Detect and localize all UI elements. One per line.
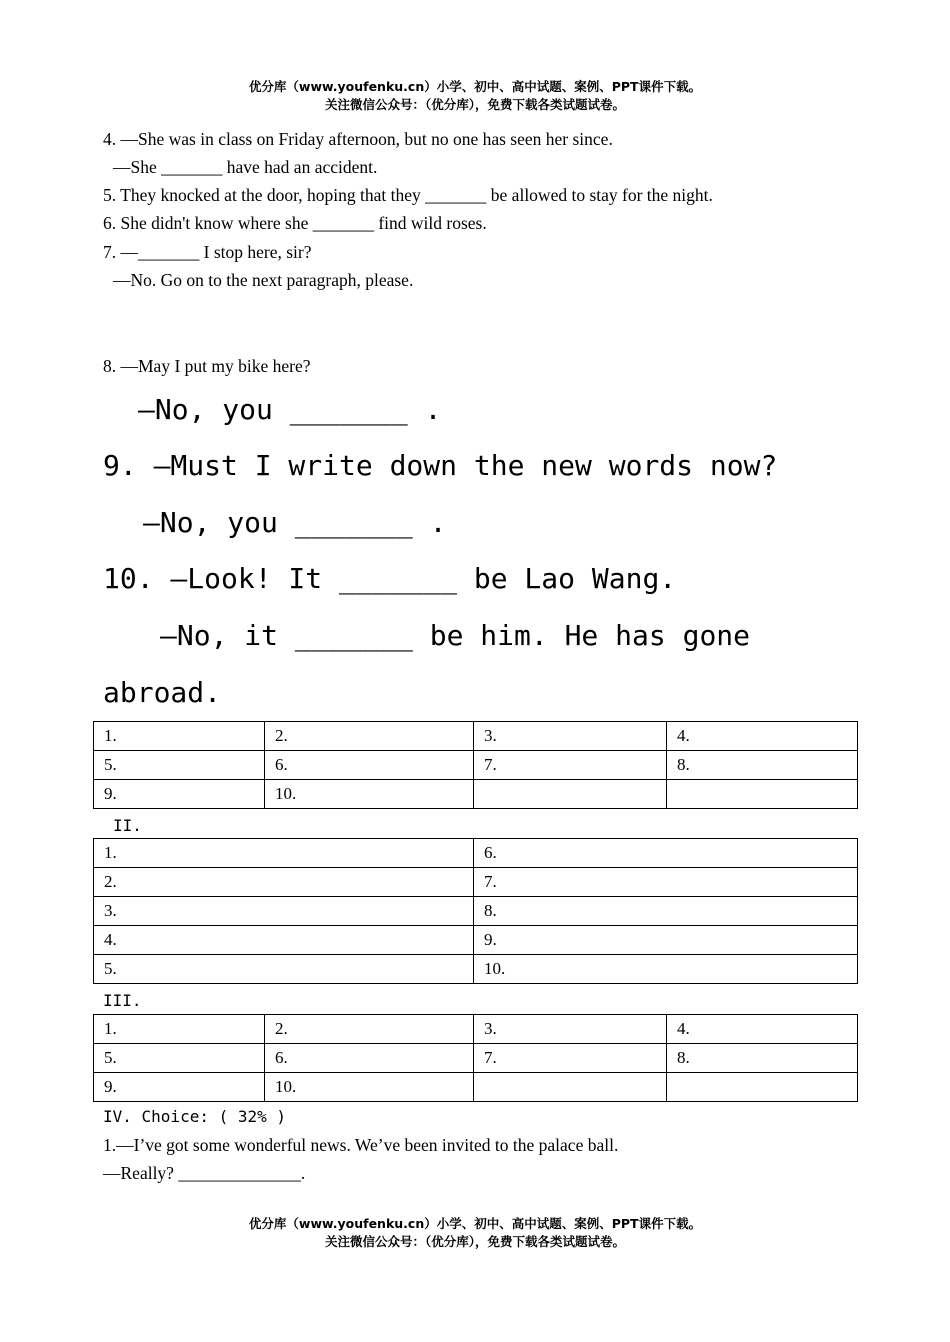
table-cell: 9.	[474, 926, 858, 955]
question-10-response-end: abroad.	[103, 676, 222, 709]
table-cell: 4.	[667, 722, 858, 751]
table-cell: 5.	[94, 955, 474, 984]
table-cell	[474, 780, 667, 809]
table-cell: 6.	[265, 751, 474, 780]
table-cell: 10.	[474, 955, 858, 984]
table-cell	[667, 780, 858, 809]
question-4-prompt: 4. —She was in class on Friday afternoon, but no one has seen her since.	[103, 129, 613, 149]
table-cell: 8.	[667, 1044, 858, 1073]
question-7-response: —No. Go on to the next paragraph, please.	[113, 270, 414, 290]
answer-table-2	[93, 838, 858, 984]
page-header	[0, 78, 950, 114]
question-9-response: —No, you _______ .	[143, 506, 447, 539]
table-row	[94, 897, 858, 926]
table-row	[94, 1015, 858, 1044]
table-cell: 1.	[94, 839, 474, 868]
table-cell: 4.	[94, 926, 474, 955]
table-cell: 2.	[94, 868, 474, 897]
table-row	[94, 751, 858, 780]
table-cell: 9.	[94, 780, 265, 809]
table-cell: 5.	[94, 1044, 265, 1073]
table-cell: 3.	[474, 1015, 667, 1044]
table-row	[94, 926, 858, 955]
question-6: 6. She didn't know where she _______ find wild roses.	[103, 213, 487, 233]
choice-question-1-response: —Really? ______________.	[103, 1163, 306, 1183]
question-9-prompt: 9. —Must I write down the new words now?	[103, 449, 778, 482]
table-cell: 2.	[265, 1015, 474, 1044]
table-cell: 7.	[474, 1044, 667, 1073]
table-cell	[667, 1073, 858, 1102]
table-cell	[474, 1073, 667, 1102]
table-row	[94, 1044, 858, 1073]
table-cell: 5.	[94, 751, 265, 780]
section-4-label: IV. Choice: ( 32% )	[103, 1107, 287, 1126]
table-cell: 6.	[474, 839, 858, 868]
table-cell: 8.	[667, 751, 858, 780]
table-cell: 7.	[474, 751, 667, 780]
table-cell: 6.	[265, 1044, 474, 1073]
choice-question-1-prompt: 1.—I’ve got some wonderful news. We’ve been invited to the palace ball.	[103, 1135, 619, 1155]
question-8-response: —No, you _______ .	[138, 393, 442, 426]
table-row	[94, 868, 858, 897]
question-10-response: —No, it _______ be him. He has gone	[160, 619, 751, 652]
table-cell: 10.	[265, 1073, 474, 1102]
table-row	[94, 780, 858, 809]
table-row	[94, 839, 858, 868]
table-cell: 8.	[474, 897, 858, 926]
section-3-label: III.	[103, 991, 142, 1010]
table-row	[94, 955, 858, 984]
question-8-prompt: 8. —May I put my bike here?	[103, 356, 311, 376]
page-footer	[0, 1215, 950, 1251]
table-row	[94, 722, 858, 751]
table-cell: 2.	[265, 722, 474, 751]
section-2-label: II.	[113, 816, 142, 835]
question-7-prompt: 7. —_______ I stop here, sir?	[103, 242, 312, 262]
question-10-prompt: 10. —Look! It _______ be Lao Wang.	[103, 562, 677, 595]
header-line-1: 优分库（www.youfenku.cn）小学、初中、高中试题、案例、PPT课件下载。	[248, 79, 702, 94]
table-row	[94, 1073, 858, 1102]
question-5: 5. They knocked at the door, hoping that they _______ be allowed to stay for the night.	[103, 185, 713, 205]
table-cell: 7.	[474, 868, 858, 897]
answer-table-3	[93, 1014, 858, 1102]
table-cell: 10.	[265, 780, 474, 809]
table-cell: 3.	[94, 897, 474, 926]
table-cell: 3.	[474, 722, 667, 751]
footer-line-2: 关注微信公众号：（优分库），免费下载各类试题试卷。	[324, 1234, 625, 1249]
footer-line-1: 优分库（www.youfenku.cn）小学、初中、高中试题、案例、PPT课件下载。	[248, 1216, 702, 1231]
table-cell: 9.	[94, 1073, 265, 1102]
answer-table-1	[93, 721, 858, 809]
table-cell: 1.	[94, 722, 265, 751]
header-line-2: 关注微信公众号：（优分库），免费下载各类试题试卷。	[324, 97, 625, 112]
table-cell: 4.	[667, 1015, 858, 1044]
question-4-response: —She _______ have had an accident.	[113, 157, 378, 177]
table-cell: 1.	[94, 1015, 265, 1044]
